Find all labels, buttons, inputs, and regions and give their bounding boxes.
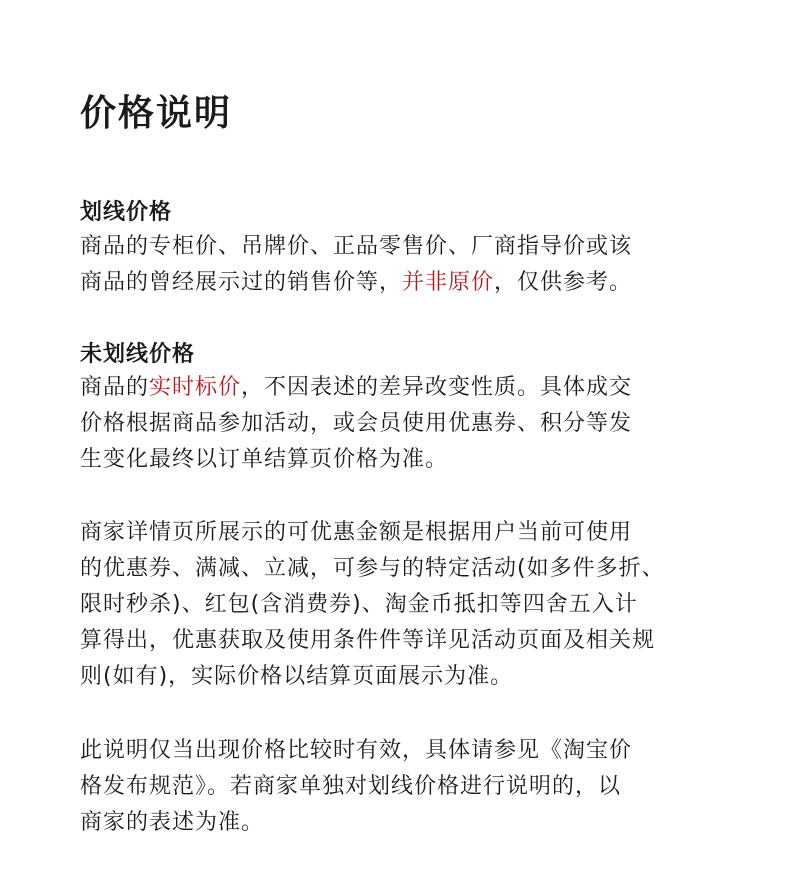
section-heading-non-strikethrough-price: 未划线价格 [80, 342, 196, 367]
text-line [80, 370, 760, 406]
text-line: 的优惠券、满减、立减，可参与的特定活动(如多件多折、 [80, 556, 665, 581]
text-line: 格发布规范》。若商家单独对划线价格进行说明的，以 [80, 774, 622, 799]
text-line: 价格根据商品参加活动，或会员使用优惠券、积分等发 [80, 411, 633, 436]
page-title: 价格说明 [80, 93, 233, 134]
text-segment: 商品的 [80, 375, 150, 400]
section-body-strikethrough-price [80, 229, 760, 301]
text-line: 限时秒杀)、红包(含消费券)、淘金币抵扣等四舍五入计 [80, 592, 638, 617]
text-line: 则(如有)，实际价格以结算页面展示为准。 [80, 664, 514, 689]
text-line: 生变化最终以订单结算页价格为准。 [80, 447, 449, 472]
highlight-real-time-price: 实时标价 [149, 375, 242, 400]
text-line: 算得出，优惠获取及使用条件件等详见活动页面及相关规 [80, 628, 656, 653]
discount-explanation-paragraph [80, 515, 760, 695]
validity-note-paragraph [80, 733, 760, 841]
text-line: 此说明仅当出现价格比较时有效，具体请参见《淘宝价 [80, 738, 633, 763]
text-line: 商家详情页所展示的可优惠金额是根据用户当前可使用 [80, 520, 633, 545]
section-body-non-strikethrough-price [80, 370, 760, 478]
text-line: 商家的表述为准。 [80, 810, 265, 835]
section-heading-strikethrough-price: 划线价格 [80, 200, 173, 225]
text-line: 商品的专柜价、吊牌价、正品零售价、厂商指导价或该 [80, 234, 633, 259]
text-segment: 商品的曾经展示过的销售价等， [80, 270, 403, 295]
text-segment: ，不因表述的差异改变性质。具体成交 [241, 375, 633, 400]
text-line [80, 265, 760, 301]
highlight-not-original-price: 并非原价 [402, 270, 495, 295]
text-segment: ，仅供参考。 [494, 270, 633, 295]
